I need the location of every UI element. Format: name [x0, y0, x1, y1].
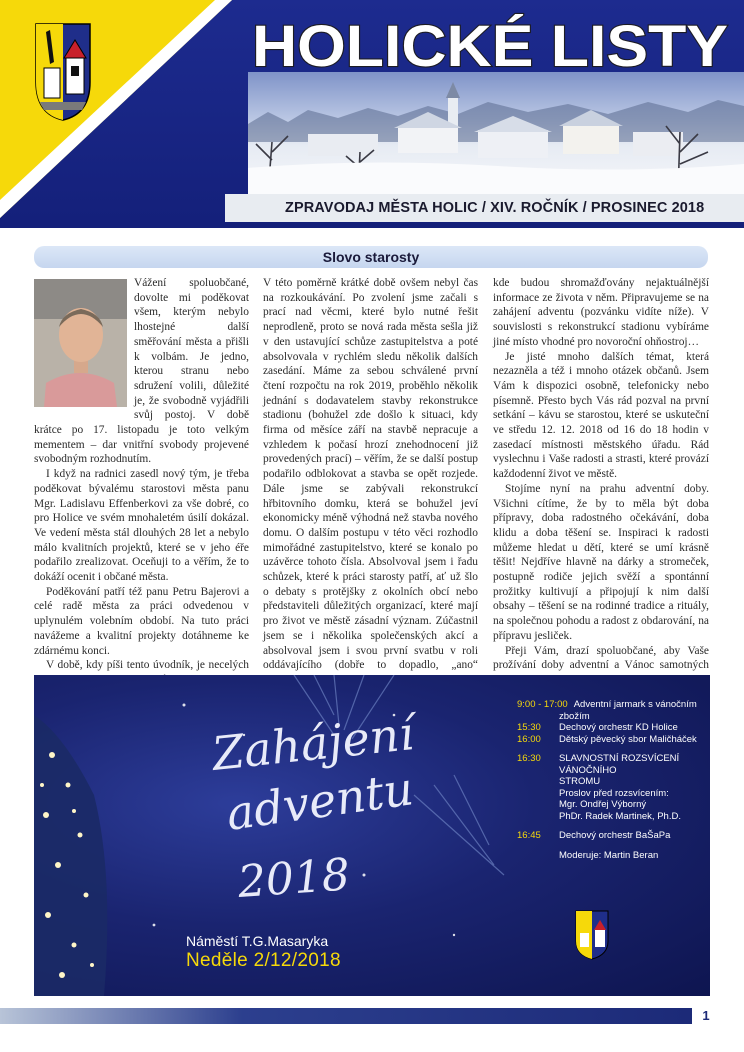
program-row [517, 811, 707, 823]
program-text: SLAVNOSTNÍ ROZSVÍCENÍ VÁNOČNÍHO [559, 753, 680, 776]
footer-bar [0, 1008, 692, 1024]
program-time [517, 788, 559, 800]
poster-title-line-1: Zahájení [209, 706, 417, 781]
program-text: Dechový orchestr KD Holice [559, 722, 678, 733]
article-paragraph: I když na radnici zasedl nový tým, je třeba poděkovat bývalému starostovi města panu Mgr. Ladislavu Effenberkovi za vše dobré, co pro Holice ve svém mnohaletém úsilí dokázal. Ve vedení města stál dlouhých 28 let a nebylo málo kvalitních projektů, které se v jeho éře podařilo zrealizovat. Oceňuji to a věřím, že to dokáží ocenit i občané města. [34, 468, 249, 584]
program-text: Mgr. Ondřej Výborný [559, 799, 647, 810]
program-text: Proslov před rozsvícením: [559, 787, 669, 799]
poster-title-line-2: adventu [223, 761, 417, 841]
program-text: zbožím [559, 710, 590, 722]
program-time [517, 850, 559, 862]
article-paragraph: Vážení spoluobčané, dovolte mi poděkovat všem, kterým nebylo lhostejné další směřování města a přišli k volbám. Je jedno, kterou stranu nebo sdružení volili, důležité je, že svobodně vyjádřili svůj postoj. V době krátce po 17. listopadu je toto velkým mementem – dar vnitřní svobody projevené svobodným rozhodnutím. [34, 277, 249, 466]
page-number: 1 [702, 1008, 710, 1023]
program-time: 16:00 [517, 733, 541, 745]
program-time: 16:45 [517, 830, 541, 841]
program-spacer [517, 822, 707, 830]
winter-town-photo [248, 72, 744, 194]
article-paragraph: Přeji Vám, drazí spoluobčané, aby Vaše prožívání doby adventní a Vánoc samotných [493, 644, 709, 672]
article-paragraph: V této poměrně krátké době ovšem nebyl čas na rozkoukávání. Po zvolení jsme začali s prací nad věcmi, které bylo nutné řešit neprodleně, proto se nová rada města sešla již v den ustavující schůze zastupitelstva a poté absolvovala v rychlém sledu několik dalších zasedání. Máme za sebou schválené první čtení rozpočtu na rok 2019, proběhlo několik jednání s dodavatelem stavby rekonstrukce stadionu (bohužel zde došlo k situaci, kdy firma od měsíce září na stavbě nepracuje a vzhledem k počasí hrozí znehodnocení již provedených prací) – věřím, že se další postup podařilo odblokovat a stavba se opět rozjede. Dále jsme se zabývali rekonstrukcí hřbitovního domku, která se bohužel jeví ekonomicky méně výhodná než stavba nového domu. O dalším postupu v této věci rozhodlo mimořádné zastupitelstvo, které se konalo po uzávěrce tohoto čísla. Absolvoval jsem i řadu schůzek, které k práci starosty patří, ať už šlo o debaty s protějšky z okolních obcí nebo představiteli důležitých organizací, které mají pro život ve městě zásadní význam. Zúčastnil jsem se i několika společenských akcí a absolvoval jsem i svou první svatbu v roli oddávajícího (dobře to dopadlo, „ano“ [263, 277, 478, 672]
program-time [517, 811, 559, 823]
program-time [517, 776, 559, 788]
program-row [517, 799, 707, 811]
article-paragraph: Je jisté mnoho dalších témat, která nezazněla a též i mnoho otázek občanů. Jsem Vám k dispozici osobně, telefonicky nebo písemně. Přesto bych Vás rád pozval na první setkání – kávu se starostou, které se uskuteční ve středu 12. 12. 2018 od 16 do 18 hodin v zasedací místnosti městského úřadu. Rád vyslechnu i Vaše radosti a strasti, které provází každodenní život ve městě. [493, 350, 709, 481]
program-row [517, 722, 707, 734]
article-title: Slovo starosty [34, 246, 708, 268]
program-text: Dětský pěvecký sbor Maličháček [559, 733, 697, 745]
article-paragraph: Stojíme nyní na prahu adventní doby. Všichni cítíme, že by to měla být doba přípravy, doba radostného očekávání, doba klidu a doba těšení se. Inspiraci k radosti můžeme hledat u dětí, které se umí krásně těšit! Nejdříve hlavně na dárky a stromeček, postupně rodiče jejich svěží a spontánní prožitky kultivují a připojují k nim další obsahy – těšení se na rodinné tradice a rituály, na společnou pohodu a radost z obdarování, na přípravu jesliček. [493, 482, 709, 642]
poster-crest-icon [576, 911, 608, 959]
town-crest-icon [34, 22, 92, 122]
program-time: 15:30 [517, 722, 541, 733]
program-row [517, 699, 707, 711]
program-text: Dechový orchestr BaŠaPa [559, 830, 671, 841]
masthead-title-text: HOLICKÉ LISTY [252, 14, 728, 76]
poster-program [517, 699, 707, 861]
article-column-2 [263, 276, 478, 702]
masthead-title [252, 12, 732, 76]
program-time: 9:00 - 17:00 [517, 699, 568, 710]
program-time: 16:30 [517, 753, 541, 764]
program-text: STROMU [559, 776, 601, 787]
article-column-1 [34, 276, 249, 688]
program-text: Moderuje: Martin Beran [559, 849, 659, 861]
program-row [517, 830, 707, 842]
mayor-portrait [34, 279, 127, 407]
poster-year: 2018 [236, 849, 352, 908]
program-row [517, 711, 707, 723]
program-row [517, 850, 707, 862]
article-paragraph: kde budou shromažďovány nejaktuálnější informace ze života v něm. Připravujeme se na zahájení adventu (pozvánku vidíte níže). V souvislosti s rekonstrukcí stadionu vybíráme jiné místo vhodné pro novoroční ohňostroj… [493, 277, 709, 348]
poster-place: Náměstí T.G.Masaryka [186, 933, 329, 949]
program-row [517, 753, 707, 776]
program-time [517, 711, 559, 723]
advent-poster [34, 675, 710, 996]
program-row [517, 788, 707, 800]
program-spacer [517, 745, 707, 753]
program-row [517, 734, 707, 746]
program-spacer [517, 842, 707, 850]
poster-date: Neděle 2/12/2018 [186, 950, 341, 971]
program-text: PhDr. Radek Martinek, Ph.D. [559, 810, 681, 822]
article-paragraph: V době, kdy píši tento úvodník, je necelých [46, 659, 249, 672]
program-time [517, 799, 559, 811]
masthead [0, 0, 744, 228]
masthead-subtitle: ZPRAVODAJ MĚSTA HOLIC / XIV. ROČNÍK / PROSINEC 2018 [285, 200, 705, 216]
article-paragraph: Poděkování patří též panu Petru Bajerovi a celé radě města za práci odvedenou v uplynulém volebním období. Na tuto práci navážeme a kvalitní projekty dotáhneme ke zdárnému konci. [34, 585, 249, 657]
program-row [517, 776, 707, 788]
article-column-3 [493, 276, 709, 717]
program-text: Adventní jarmark s vánočním [573, 699, 697, 710]
